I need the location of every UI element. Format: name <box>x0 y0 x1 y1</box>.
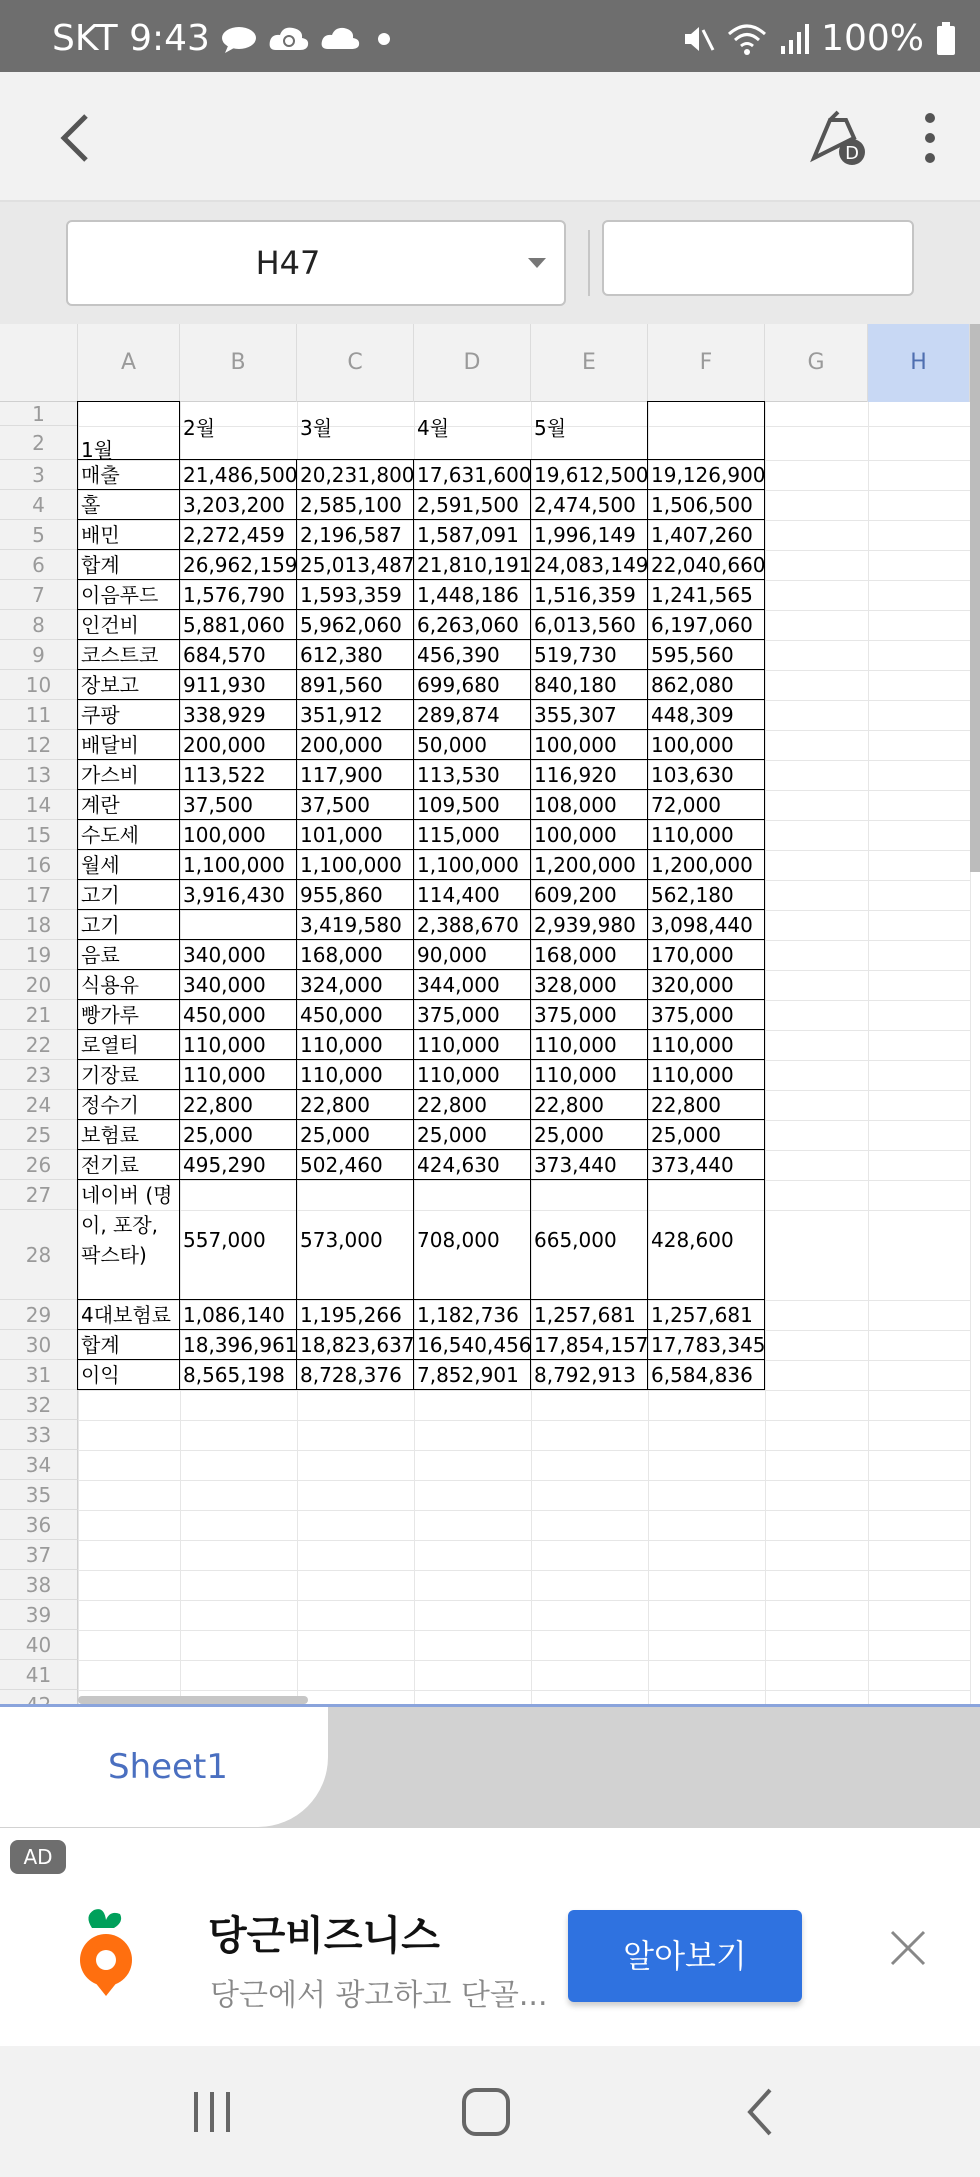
cell[interactable]: 355,307 <box>530 699 648 730</box>
pen-d-icon[interactable] <box>808 108 868 168</box>
gridline <box>868 402 869 1704</box>
row-header[interactable]: 9 <box>0 640 78 670</box>
cell[interactable]: 340,000 <box>179 939 297 970</box>
cell[interactable]: 109,500 <box>413 789 531 820</box>
cell[interactable]: 340,000 <box>179 969 297 1000</box>
cell[interactable]: 609,200 <box>530 879 648 910</box>
cell[interactable]: 17,631,600 <box>413 459 531 490</box>
column-header-c[interactable]: C <box>297 324 414 402</box>
row-header[interactable]: 21 <box>0 1000 78 1030</box>
cell[interactable]: 20,231,800 <box>296 459 414 490</box>
ad-description: 당근에서 광고하고 단골... <box>210 1978 548 2013</box>
cell[interactable]: 1,100,000 <box>413 849 531 880</box>
cell[interactable]: 684,570 <box>179 639 297 670</box>
cell[interactable]: 26,962,159 <box>179 549 297 580</box>
cell[interactable]: 18,823,637 <box>296 1329 414 1360</box>
cell[interactable]: 인건비 <box>77 609 180 640</box>
cell[interactable]: 891,560 <box>296 669 414 700</box>
row-header[interactable]: 29 <box>0 1300 78 1330</box>
cell[interactable]: 5,881,060 <box>179 609 297 640</box>
cell[interactable]: 22,800 <box>296 1089 414 1120</box>
cell[interactable]: 110,000 <box>530 1029 648 1060</box>
cell[interactable]: 557,000 <box>179 1179 297 1300</box>
cell[interactable]: 37,500 <box>296 789 414 820</box>
row-header[interactable]: 30 <box>0 1330 78 1360</box>
row-header[interactable]: 1 <box>0 402 78 426</box>
more-vert-icon[interactable] <box>910 108 950 168</box>
column-header-f[interactable]: F <box>648 324 765 402</box>
row-header[interactable]: 18 <box>0 910 78 940</box>
cell[interactable]: 110,000 <box>413 1059 531 1090</box>
formula-bar <box>0 202 980 324</box>
carrot-logo-icon <box>70 1906 142 1998</box>
cell[interactable]: 7,852,901 <box>413 1359 531 1390</box>
cell[interactable]: 4대보험료 <box>77 1299 180 1330</box>
cell[interactable]: 1,407,260 <box>647 519 765 550</box>
cell[interactable]: 1,257,681 <box>530 1299 648 1330</box>
cell[interactable] <box>179 909 297 940</box>
cell[interactable]: 수도세 <box>77 819 180 850</box>
cell[interactable]: 110,000 <box>296 1059 414 1090</box>
cell[interactable]: 25,013,487 <box>296 549 414 580</box>
cell[interactable]: 네이버 (명이, 포장, 팍스타) <box>77 1179 180 1300</box>
cell[interactable]: 200,000 <box>296 729 414 760</box>
row-header[interactable]: 39 <box>0 1600 78 1630</box>
cell[interactable]: 110,000 <box>647 819 765 850</box>
row-header[interactable]: 40 <box>0 1630 78 1660</box>
cell[interactable]: 100,000 <box>530 729 648 760</box>
cell[interactable]: 2,196,587 <box>296 519 414 550</box>
mute-icon <box>681 22 715 56</box>
cell[interactable]: 100,000 <box>647 729 765 760</box>
row-header[interactable]: 4 <box>0 490 78 520</box>
cell[interactable]: 955,860 <box>296 879 414 910</box>
row-header[interactable]: 24 <box>0 1090 78 1120</box>
cell[interactable]: 2,585,100 <box>296 489 414 520</box>
column-header-a[interactable]: A <box>78 324 180 402</box>
cell[interactable]: 장보고 <box>77 669 180 700</box>
cell[interactable]: 110,000 <box>179 1029 297 1060</box>
cell[interactable]: 22,800 <box>647 1089 765 1120</box>
cell[interactable]: 17,783,345 <box>647 1329 765 1360</box>
row-header[interactable]: 37 <box>0 1540 78 1570</box>
cell[interactable]: 562,180 <box>647 879 765 910</box>
row-header[interactable]: 15 <box>0 820 78 850</box>
cell[interactable]: 1,448,186 <box>413 579 531 610</box>
cell[interactable]: 22,040,660 <box>647 549 765 580</box>
cell[interactable]: 450,000 <box>296 999 414 1030</box>
cell[interactable]: 1,086,140 <box>179 1299 297 1330</box>
row-header[interactable]: 5 <box>0 520 78 550</box>
cell[interactable]: 정수기 <box>77 1089 180 1120</box>
row-header[interactable]: 34 <box>0 1450 78 1480</box>
row-header[interactable]: 16 <box>0 850 78 880</box>
row-header[interactable]: 12 <box>0 730 78 760</box>
spreadsheet-grid[interactable] <box>0 324 980 1704</box>
cell[interactable]: 103,630 <box>647 759 765 790</box>
cell[interactable]: 매출 <box>77 459 180 490</box>
row-header[interactable]: 22 <box>0 1030 78 1060</box>
column-header-b[interactable]: B <box>180 324 297 402</box>
cell[interactable]: 1,100,000 <box>296 849 414 880</box>
cell[interactable]: 37,500 <box>179 789 297 820</box>
cell[interactable]: 5월 <box>534 416 567 440</box>
recents-icon[interactable] <box>182 2082 242 2142</box>
cell[interactable]: 1,996,149 <box>530 519 648 550</box>
row-header[interactable]: 11 <box>0 700 78 730</box>
row-header[interactable]: 10 <box>0 670 78 700</box>
cell[interactable]: 1,182,736 <box>413 1299 531 1330</box>
cell[interactable]: 22,800 <box>530 1089 648 1120</box>
cell[interactable]: 1,200,000 <box>530 849 648 880</box>
column-header-e[interactable]: E <box>531 324 648 402</box>
cell[interactable]: 8,728,376 <box>296 1359 414 1390</box>
carrier-time: SKT 9:43 <box>52 18 210 59</box>
cell[interactable]: 289,874 <box>413 699 531 730</box>
cell[interactable]: 115,000 <box>413 819 531 850</box>
status-right <box>681 18 956 59</box>
cell[interactable]: 373,440 <box>530 1149 648 1180</box>
cell[interactable]: 이음푸드 <box>77 579 180 610</box>
cell[interactable]: 21,486,500 <box>179 459 297 490</box>
row-header[interactable]: 20 <box>0 970 78 1000</box>
cell[interactable]: 170,000 <box>647 939 765 970</box>
gridline <box>78 1540 970 1541</box>
svg-text:D: D <box>845 143 859 164</box>
signal-icon <box>779 22 809 56</box>
cell[interactable]: 3,203,200 <box>179 489 297 520</box>
vertical-scrollbar[interactable] <box>970 324 980 872</box>
cell[interactable]: 25,000 <box>179 1119 297 1150</box>
cell[interactable]: 2,474,500 <box>530 489 648 520</box>
cell[interactable]: 3,098,440 <box>647 909 765 940</box>
row-header[interactable]: 14 <box>0 790 78 820</box>
cloud-chat-icon <box>220 24 258 54</box>
cell[interactable]: 108,000 <box>530 789 648 820</box>
row-header[interactable]: 35 <box>0 1480 78 1510</box>
cell[interactable]: 16,540,456 <box>413 1329 531 1360</box>
cell[interactable]: 24,083,149 <box>530 549 648 580</box>
cell[interactable]: 612,380 <box>296 639 414 670</box>
cell[interactable]: 코스트코 <box>77 639 180 670</box>
gridline <box>78 1390 970 1391</box>
cell[interactable]: 1,200,000 <box>647 849 765 880</box>
gridline <box>78 1420 970 1421</box>
cell[interactable]: 1,587,091 <box>413 519 531 550</box>
cell[interactable] <box>647 401 765 460</box>
cell[interactable]: 428,600 <box>647 1179 765 1300</box>
cell[interactable]: 고기 <box>77 909 180 940</box>
cell[interactable]: 114,400 <box>413 879 531 910</box>
cell[interactable]: 708,000 <box>413 1179 531 1300</box>
cell[interactable]: 합계 <box>77 549 180 580</box>
cell[interactable]: 1,195,266 <box>296 1299 414 1330</box>
cell[interactable]: 6,263,060 <box>413 609 531 640</box>
horizontal-scrollbar[interactable] <box>78 1696 308 1704</box>
cell[interactable]: 합계 <box>77 1329 180 1360</box>
cell[interactable]: 344,000 <box>413 969 531 1000</box>
cell[interactable]: 375,000 <box>647 999 765 1030</box>
cell[interactable]: 가스비 <box>77 759 180 790</box>
cell[interactable]: 보험료 <box>77 1119 180 1150</box>
cell[interactable]: 1월 <box>77 401 180 460</box>
gridline <box>78 1690 970 1691</box>
cell[interactable]: 450,000 <box>179 999 297 1030</box>
ad-learn-more-button[interactable]: 알아보기 <box>568 1910 802 2002</box>
column-header-d[interactable]: D <box>414 324 531 402</box>
sheet-tab-bar <box>0 1704 980 1828</box>
row-header[interactable]: 25 <box>0 1120 78 1150</box>
cell[interactable]: 117,900 <box>296 759 414 790</box>
cell-reference-text: H47 <box>255 244 321 282</box>
cell[interactable]: 862,080 <box>647 669 765 700</box>
cell[interactable]: 1,257,681 <box>647 1299 765 1330</box>
cell[interactable]: 18,396,961 <box>179 1329 297 1360</box>
cell[interactable]: 25,000 <box>530 1119 648 1150</box>
row-header[interactable]: 31 <box>0 1360 78 1390</box>
cell[interactable]: 50,000 <box>413 729 531 760</box>
home-icon[interactable] <box>456 2082 516 2142</box>
cell[interactable]: 4월 <box>417 416 450 440</box>
cell[interactable]: 665,000 <box>530 1179 648 1300</box>
cell[interactable]: 90,000 <box>413 939 531 970</box>
cell[interactable]: 배달비 <box>77 729 180 760</box>
cell[interactable]: 519,730 <box>530 639 648 670</box>
cell[interactable]: 1,241,565 <box>647 579 765 610</box>
cell[interactable]: 월세 <box>77 849 180 880</box>
cell[interactable]: 8,565,198 <box>179 1359 297 1390</box>
cell[interactable]: 6,197,060 <box>647 609 765 640</box>
cell[interactable]: 375,000 <box>530 999 648 1030</box>
app-bar <box>0 72 980 202</box>
cell[interactable]: 100,000 <box>179 819 297 850</box>
cell-reference-box[interactable] <box>66 220 566 306</box>
cell[interactable]: 25,000 <box>647 1119 765 1150</box>
back-icon[interactable] <box>732 2082 792 2142</box>
cell[interactable]: 373,440 <box>647 1149 765 1180</box>
cell[interactable]: 식용유 <box>77 969 180 1000</box>
cell[interactable]: 로열티 <box>77 1029 180 1060</box>
row-header[interactable]: 17 <box>0 880 78 910</box>
cell[interactable]: 375,000 <box>413 999 531 1030</box>
battery-icon <box>936 22 956 56</box>
row-header[interactable]: 19 <box>0 940 78 970</box>
cell[interactable]: 448,309 <box>647 699 765 730</box>
status-left <box>52 18 398 59</box>
row-header[interactable]: 27 <box>0 1180 78 1210</box>
column-header-h[interactable]: H <box>868 324 970 402</box>
cell[interactable]: 홀 <box>77 489 180 520</box>
row-header[interactable]: 7 <box>0 580 78 610</box>
cell[interactable]: 2,939,980 <box>530 909 648 940</box>
cell[interactable]: 324,000 <box>296 969 414 1000</box>
dot-icon <box>370 25 398 53</box>
cell[interactable]: 쿠팡 <box>77 699 180 730</box>
cell[interactable]: 22,800 <box>179 1089 297 1120</box>
cell[interactable]: 19,612,500 <box>530 459 648 490</box>
cell[interactable]: 495,290 <box>179 1149 297 1180</box>
gridline <box>78 1660 970 1661</box>
row-header[interactable]: 28 <box>0 1210 78 1300</box>
cell[interactable]: 2,591,500 <box>413 489 531 520</box>
cell[interactable]: 배민 <box>77 519 180 550</box>
gridline <box>78 1450 970 1451</box>
row-header[interactable]: 6 <box>0 550 78 580</box>
cell[interactable]: 3,916,430 <box>179 879 297 910</box>
cell[interactable]: 1,516,359 <box>530 579 648 610</box>
cell[interactable]: 2,272,459 <box>179 519 297 550</box>
cell[interactable]: 3월 <box>300 416 333 440</box>
cell[interactable]: 116,920 <box>530 759 648 790</box>
cell[interactable]: 110,000 <box>296 1029 414 1060</box>
gridline <box>78 1630 970 1631</box>
chevron-left-icon[interactable] <box>48 108 108 168</box>
cell[interactable]: 101,000 <box>296 819 414 850</box>
cell[interactable]: 19,126,900 <box>647 459 765 490</box>
row-header[interactable]: 32 <box>0 1390 78 1420</box>
cell[interactable]: 8,792,913 <box>530 1359 648 1390</box>
status-bar <box>0 0 980 72</box>
ad-title: 당근비즈니스 <box>208 1913 440 1959</box>
row-header[interactable]: 33 <box>0 1420 78 1450</box>
cell[interactable]: 2월 <box>183 416 216 440</box>
cell[interactable]: 100,000 <box>530 819 648 850</box>
battery-percent: 100% <box>821 18 924 59</box>
row-header[interactable]: 38 <box>0 1570 78 1600</box>
column-header-g[interactable]: G <box>765 324 868 402</box>
row-header[interactable]: 13 <box>0 760 78 790</box>
close-icon[interactable] <box>886 1926 930 1970</box>
cell[interactable]: 음료 <box>77 939 180 970</box>
gridline <box>78 1480 970 1481</box>
cell[interactable]: 424,630 <box>413 1149 531 1180</box>
gridline <box>78 1600 970 1601</box>
cell[interactable]: 699,680 <box>413 669 531 700</box>
row-header[interactable]: 41 <box>0 1660 78 1690</box>
cell[interactable]: 168,000 <box>296 939 414 970</box>
row-header[interactable]: 26 <box>0 1150 78 1180</box>
cloud-sync-icon <box>268 24 310 54</box>
formula-divider <box>588 230 590 296</box>
row-header[interactable]: 8 <box>0 610 78 640</box>
cell[interactable]: 1,593,359 <box>296 579 414 610</box>
navigation-bar <box>0 2046 980 2177</box>
cell[interactable]: 113,522 <box>179 759 297 790</box>
cell[interactable]: 351,912 <box>296 699 414 730</box>
corner-cell[interactable] <box>0 324 78 402</box>
cloud-icon <box>320 25 360 53</box>
cell[interactable]: 기장료 <box>77 1059 180 1090</box>
cell[interactable]: 502,460 <box>296 1149 414 1180</box>
cell[interactable]: 911,930 <box>179 669 297 700</box>
cell[interactable]: 고기 <box>77 879 180 910</box>
cell[interactable]: 21,810,191 <box>413 549 531 580</box>
cell[interactable]: 113,530 <box>413 759 531 790</box>
gridline <box>78 1510 970 1511</box>
cell[interactable]: 6,013,560 <box>530 609 648 640</box>
wifi-icon <box>727 22 767 56</box>
cell[interactable]: 456,390 <box>413 639 531 670</box>
chevron-down-icon <box>528 258 546 268</box>
cell[interactable]: 110,000 <box>647 1059 765 1090</box>
cell[interactable]: 338,929 <box>179 699 297 730</box>
cell[interactable]: 1,576,790 <box>179 579 297 610</box>
gridline <box>78 1570 970 1571</box>
row-header[interactable]: 23 <box>0 1060 78 1090</box>
cell[interactable]: 110,000 <box>413 1029 531 1060</box>
cell[interactable]: 573,000 <box>296 1179 414 1300</box>
cell[interactable]: 595,560 <box>647 639 765 670</box>
cell[interactable]: 6,584,836 <box>647 1359 765 1390</box>
cell[interactable]: 5,962,060 <box>296 609 414 640</box>
cell[interactable]: 72,000 <box>647 789 765 820</box>
cell[interactable]: 3,419,580 <box>296 909 414 940</box>
ad-banner[interactable] <box>0 1828 980 2046</box>
cell[interactable]: 110,000 <box>530 1059 648 1090</box>
formula-input[interactable] <box>602 220 914 296</box>
cell[interactable]: 25,000 <box>413 1119 531 1150</box>
cell[interactable]: 빵가루 <box>77 999 180 1030</box>
cell[interactable]: 17,854,157 <box>530 1329 648 1360</box>
cell[interactable]: 1,100,000 <box>179 849 297 880</box>
gridline <box>765 402 766 1704</box>
ad-badge: AD <box>10 1840 66 1874</box>
cell[interactable]: 1,506,500 <box>647 489 765 520</box>
cell[interactable]: 328,000 <box>530 969 648 1000</box>
row-header[interactable]: 36 <box>0 1510 78 1540</box>
sheet-tab-sheet1[interactable] <box>0 1707 328 1827</box>
cell[interactable]: 110,000 <box>179 1059 297 1090</box>
cell[interactable]: 이익 <box>77 1359 180 1390</box>
cell[interactable]: 25,000 <box>296 1119 414 1150</box>
cell[interactable]: 200,000 <box>179 729 297 760</box>
cell[interactable]: 320,000 <box>647 969 765 1000</box>
cell[interactable]: 2,388,670 <box>413 909 531 940</box>
cell[interactable]: 전기료 <box>77 1149 180 1180</box>
cell[interactable]: 110,000 <box>647 1029 765 1060</box>
sheet-tab-label: Sheet1 <box>108 1747 228 1787</box>
row-header[interactable]: 2 <box>0 426 78 460</box>
row-header[interactable]: 3 <box>0 460 78 490</box>
cell[interactable]: 22,800 <box>413 1089 531 1120</box>
column-header-row <box>0 324 980 402</box>
cell[interactable]: 840,180 <box>530 669 648 700</box>
cell[interactable]: 168,000 <box>530 939 648 970</box>
cell[interactable]: 계란 <box>77 789 180 820</box>
